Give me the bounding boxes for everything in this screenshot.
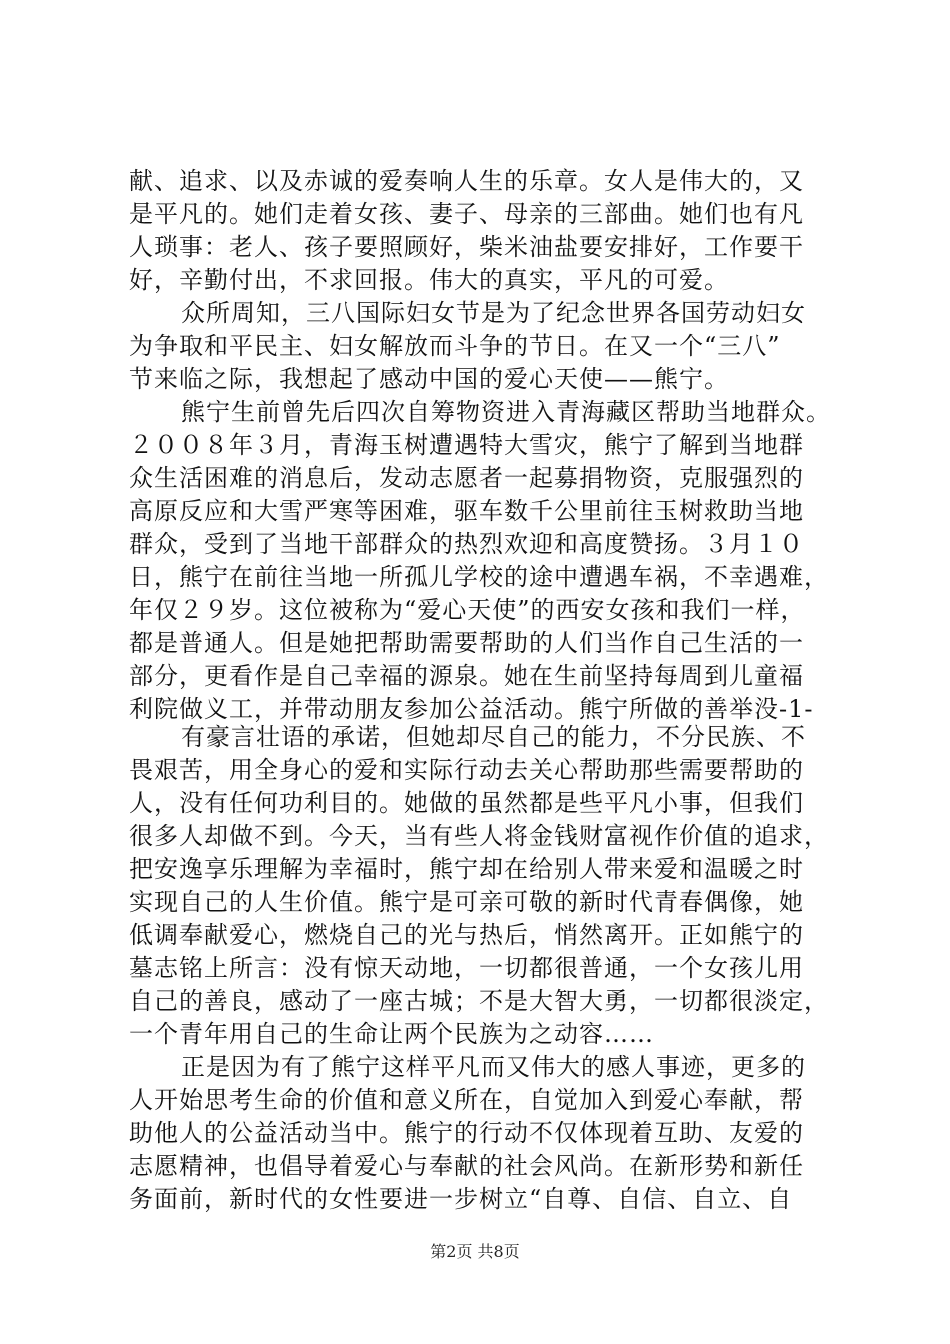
text-line: 利院做义工，并带动朋友参加公益活动。熊宁所做的善举没-1- [129, 695, 814, 723]
paragraph-continuation-line: 有豪言壮语的承诺，但她却尽自己的能力，不分民族、不 [181, 723, 806, 751]
text-line: 畏艰苦，用全身心的爱和实际行动去关心帮助那些需要帮助的 [129, 756, 804, 784]
text-line: 志愿精神，也倡导着爱心与奉献的社会风尚。在新形势和新任 [129, 1152, 804, 1180]
text-line: 人琐事：老人、孩子要照顾好，柴米油盐要安排好，工作要干 [129, 233, 804, 261]
text-line: 助他人的公益活动当中。熊宁的行动不仅体现着互助、友爱的 [129, 1119, 804, 1147]
text-line: 自己的善良，感动了一座古城；不是大智大勇，一切都很淡定， [129, 987, 829, 1015]
paragraph-start-line: 熊宁生前曾先后四次自筹物资进入青海藏区帮助当地群众。 [181, 398, 831, 426]
text-line: 节来临之际，我想起了感动中国的爱心天使——熊宁。 [129, 365, 729, 393]
text-line: 都是普通人。但是她把帮助需要帮助的人们当作自己生活的一 [129, 629, 804, 657]
text-block-1 [129, 165, 829, 726]
text-line: 献、追求、以及赤诚的爱奏响人生的乐章。女人是伟大的，又 [129, 167, 804, 195]
text-line: 年仅２９岁。这位被称为“爱心天使”的西安女孩和我们一样， [129, 596, 806, 624]
text-line: 日，熊宁在前往当地一所孤儿学校的途中遭遇车祸，不幸遇难， [129, 563, 829, 591]
paragraph-start-line: 正是因为有了熊宁这样平凡而又伟大的感人事迹，更多的 [181, 1053, 806, 1081]
text-line: 人开始思考生命的价值和意义所在，自觉加入到爱心奉献，帮 [129, 1086, 804, 1114]
text-block-2 [129, 721, 829, 1216]
text-line: 部分，更看作是自己幸福的源泉。她在生前坚持每周到儿童福 [129, 662, 804, 690]
text-line: 很多人却做不到。今天，当有些人将金钱财富视作价值的追求， [129, 822, 829, 850]
text-line: 一个青年用自己的生命让两个民族为之动容…… [129, 1020, 654, 1048]
text-line: 墓志铭上所言：没有惊天动地，一切都很普通，一个女孩儿用 [129, 954, 804, 982]
text-line: 为争取和平民主、妇女解放而斗争的节日。在又一个“三八” [129, 332, 781, 360]
text-line: 众生活困难的消息后，发动志愿者一起募捐物资，克服强烈的 [129, 464, 804, 492]
text-line: 实现自己的人生价值。熊宁是可亲可敬的新时代青春偶像，她 [129, 888, 804, 916]
paragraph-start-line: 众所周知，三八国际妇女节是为了纪念世界各国劳动妇女 [181, 299, 806, 327]
text-line: 人，没有任何功利目的。她做的虽然都是些平凡小事，但我们 [129, 789, 804, 817]
page-number-footer: 第2页 共8页 [430, 1242, 520, 1261]
text-line: 务面前，新时代的女性要进一步树立“自尊、自信、自立、自 [129, 1185, 793, 1213]
text-line: 高原反应和大雪严寒等困难，驱车数千公里前往玉树救助当地 [129, 497, 804, 525]
text-line: 好，辛勤付出，不求回报。伟大的真实，平凡的可爱。 [129, 266, 729, 294]
text-line: 群众，受到了当地干部群众的热烈欢迎和高度赞扬。３月１０ [129, 530, 804, 558]
text-line: 低调奉献爱心，燃烧自己的光与热后，悄然离开。正如熊宁的 [129, 921, 804, 949]
text-line: ２００８年３月，青海玉树遭遇特大雪灾，熊宁了解到当地群 [129, 431, 804, 459]
text-line: 是平凡的。她们走着女孩、妻子、母亲的三部曲。她们也有凡 [129, 200, 804, 228]
text-line: 把安逸享乐理解为幸福时，熊宁却在给别人带来爱和温暖之时 [129, 855, 804, 883]
